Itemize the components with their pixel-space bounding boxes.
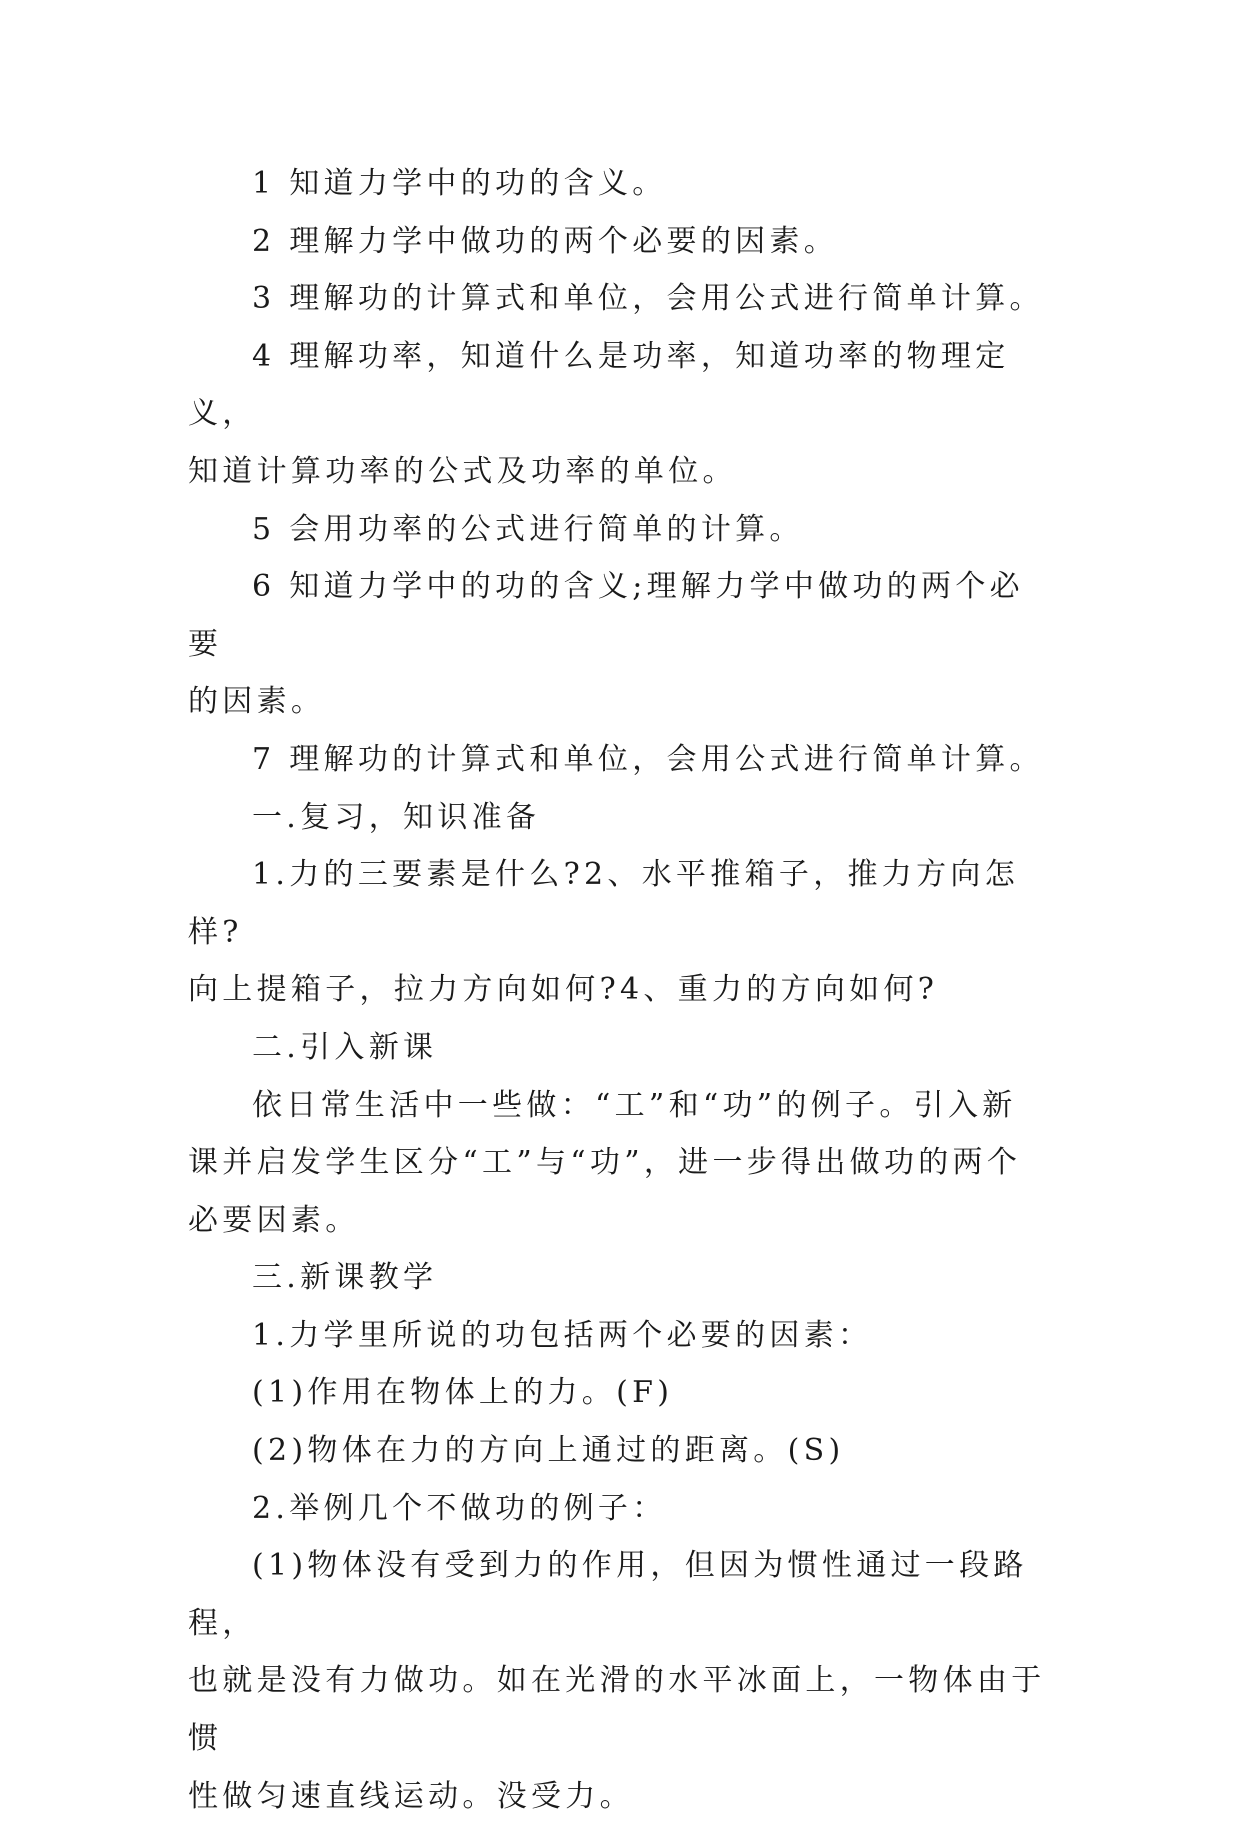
- objective-1: 1 知道力学中的功的含义。: [252, 166, 667, 201]
- objective-5: 5 会用功率的公式进行简单的计算。: [252, 511, 804, 547]
- lesson-point-2: 2.举例几个不做功的例子：: [252, 1490, 667, 1526]
- lesson-point-1: 1.力学里所说的功包括两个必要的因素：: [252, 1317, 873, 1353]
- objective-4: 4 理解功率，知道什么是功率，知道功率的物理定义， 知道计算功率的公式及功率的单位。: [188, 338, 1010, 489]
- section-heading-review: 一.复习，知识准备: [252, 799, 541, 835]
- section-heading-new-lesson: 三.新课教学: [252, 1260, 438, 1296]
- document-body: [188, 155, 1058, 1825]
- objective-6: 6 知道力学中的功的含义;理解力学中做功的两个必要 的因素。: [188, 569, 1024, 720]
- lesson-point-1a: (1)作用在物体上的力。(F): [252, 1375, 674, 1411]
- introduction-text: 依日常生活中一些做：“工”和“功”的例子。引入新 课并启发学生区分“工”与“功”，进一步得出做功的两个 必要因素。: [188, 1087, 1022, 1238]
- objective-2: 2 理解力学中做功的两个必要的因素。: [252, 223, 839, 259]
- lesson-point-1b: (2)物体在力的方向上通过的距离。(S): [252, 1433, 845, 1469]
- objective-3: 3 理解功的计算式和单位，会用公式进行简单计算。: [252, 281, 1044, 317]
- section-heading-introduction: 二.引入新课: [252, 1029, 438, 1065]
- lesson-point-2a: (1)物体没有受到力的作用，但因为惯性通过一段路程， 也就是没有力做功。如在光滑的水平冰面上，一物体由于惯 性做匀速直线运动。没受力。: [188, 1548, 1046, 1814]
- objective-7: 7 理解功的计算式和单位，会用公式进行简单计算。: [252, 741, 1044, 777]
- review-questions: 1.力的三要素是什么?2、水平推箱子，推力方向怎样? 向上提箱子，拉力方向如何?4、重力的方向如何?: [188, 857, 1019, 1008]
